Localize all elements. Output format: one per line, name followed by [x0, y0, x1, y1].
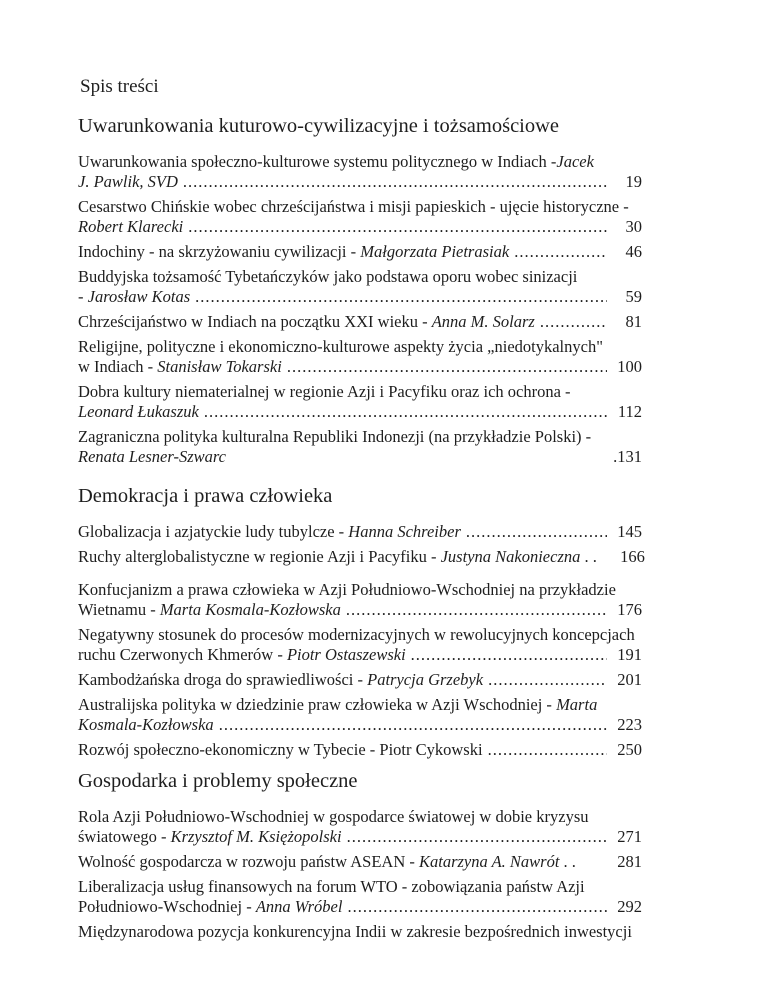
- section-heading: Uwarunkowania kuturowo-cywilizacyjne i tożsamościowe: [78, 115, 560, 137]
- entry-line: [78, 897, 642, 917]
- entry-text: [78, 695, 597, 715]
- entry-text: [78, 217, 183, 237]
- entry-text: [78, 740, 483, 760]
- entry-text: [78, 547, 597, 567]
- chapter-title-text: światowego -: [78, 827, 171, 846]
- entry-text: [78, 877, 585, 897]
- author-name: Jarosław Kotas: [87, 287, 191, 306]
- dot-leader: [195, 287, 607, 307]
- entry-text: [78, 600, 341, 620]
- entry-line: [78, 287, 642, 307]
- page-number: 100: [617, 357, 642, 376]
- page-number: 81: [625, 312, 642, 331]
- entry-text: [78, 922, 632, 942]
- dot-leader: [411, 645, 607, 665]
- entry-line: [78, 242, 642, 262]
- author-name: Robert Klarecki: [78, 217, 184, 236]
- page-number: 145: [617, 522, 642, 541]
- dot-leader: [287, 357, 607, 377]
- toc-entry: [78, 427, 642, 467]
- author-name: Jacek: [556, 152, 594, 171]
- chapter-title-text: Indochiny - na skrzyżowaniu cywilizacji -: [78, 242, 361, 261]
- entry-text: [78, 852, 576, 872]
- toc-entry: [78, 625, 642, 665]
- entry-line: [78, 547, 645, 567]
- chapter-title-text: . .: [580, 547, 597, 566]
- entry-text: [78, 312, 535, 332]
- page-number: 30: [625, 217, 642, 236]
- page-number: 112: [617, 402, 642, 421]
- entry-text: [78, 242, 509, 262]
- dot-leader: [346, 600, 607, 620]
- dot-leader: [466, 522, 607, 542]
- entry-line: [78, 427, 642, 447]
- entry-line: [78, 580, 642, 600]
- chapter-title-text: Zagraniczna polityka kulturalna Republiki Indonezji (na przykładzie Polski) -: [78, 427, 592, 446]
- chapter-title-text: Konfucjanizm a prawa człowieka w Azji Południowo-Wschodniej na przykładzie: [78, 580, 616, 599]
- dot-leader: [347, 897, 607, 917]
- author-name: Leonard Łukaszuk: [78, 402, 199, 421]
- entry-text: [78, 670, 483, 690]
- chapter-title-text: ruchu Czerwonych Khmerów -: [78, 645, 287, 664]
- entry-line: [78, 715, 642, 735]
- dot-leader: [488, 670, 607, 690]
- entry-text: [78, 197, 629, 217]
- dot-leader: [488, 740, 607, 760]
- dot-leader: [219, 715, 607, 735]
- page-number: 166: [620, 547, 645, 566]
- dot-leader: [204, 402, 607, 422]
- entry-text: [78, 427, 591, 447]
- page-number: 271: [617, 827, 642, 846]
- entry-line: [78, 357, 642, 377]
- entry-text: [78, 827, 342, 847]
- entry-line: [78, 197, 642, 217]
- entry-line: [78, 645, 642, 665]
- entry-text: [78, 522, 461, 542]
- entry-text: [78, 287, 190, 307]
- toc-entry: [78, 922, 642, 942]
- entry-line: [78, 267, 642, 287]
- chapter-title-text: Wietnamu -: [78, 600, 160, 619]
- entry-text: [78, 402, 199, 422]
- author-name: Małgorzata Pietrasiak: [360, 242, 510, 261]
- entry-line: [78, 670, 642, 690]
- chapter-title-text: Australijska polityka w dziedzinie praw człowieka w Azji Wschodniej -: [78, 695, 557, 714]
- toc-entry: [78, 877, 642, 917]
- toc-section: [78, 483, 645, 760]
- entry-line: [78, 382, 642, 402]
- author-name: Anna M. Solarz: [431, 312, 535, 331]
- toc-entry: [78, 152, 642, 192]
- page-title: Spis treści: [80, 76, 159, 97]
- chapter-title-text: Rozwój społeczno-ekonomiczny w Tybecie - Piotr Cykowski: [78, 740, 483, 759]
- page-number: 281: [617, 852, 642, 871]
- entry-line: [78, 447, 642, 467]
- toc-section: [78, 768, 642, 942]
- toc-entry: [78, 695, 642, 735]
- chapter-title-text: Rola Azji Południowo-Wschodniej w gospodarce światowej w dobie kryzysu: [78, 807, 589, 826]
- page-number: 223: [617, 715, 642, 734]
- page-number: 191: [617, 645, 642, 664]
- chapter-title-text: Liberalizacja usług finansowych na forum WTO - zobowiązania państw Azji: [78, 877, 585, 896]
- page-number: 46: [625, 242, 642, 261]
- toc-entry: [78, 670, 642, 690]
- entry-line: [78, 625, 642, 645]
- entry-line: [78, 152, 642, 172]
- toc-entry: [78, 242, 642, 262]
- entry-text: [78, 382, 571, 402]
- entry-line: [78, 695, 642, 715]
- entry-text: [78, 807, 589, 827]
- author-name: Marta: [556, 695, 598, 714]
- toc-entry: [78, 580, 642, 620]
- chapter-title-text: Religijne, polityczne i ekonomiczno-kulturowe aspekty życia „niedotykalnych": [78, 337, 603, 356]
- entry-text: [78, 267, 577, 287]
- page-number: .131: [613, 447, 642, 466]
- entry-line: [78, 402, 642, 422]
- entry-text: [78, 152, 594, 172]
- entry-text: [78, 447, 226, 467]
- author-name: Patrycja Grzebyk: [367, 670, 484, 689]
- chapter-title-text: Uwarunkowania społeczno-kulturowe systemu politycznego w Indiach -: [78, 152, 557, 171]
- toc-entry: [78, 852, 642, 872]
- entry-line: [78, 877, 642, 897]
- author-name: Hanna Schreiber: [348, 522, 461, 541]
- author-name: J. Pawlik, SVD: [78, 172, 178, 191]
- author-name: Marta Kosmala-Kozłowska: [159, 600, 341, 619]
- entry-line: [78, 827, 642, 847]
- toc-entry: [78, 807, 642, 847]
- section-heading: Demokracja i prawa człowieka: [78, 485, 333, 507]
- toc-sections: [78, 113, 645, 942]
- page-number: 292: [617, 897, 642, 916]
- entry-line: [78, 522, 642, 542]
- entry-line: [78, 337, 642, 357]
- dot-leader: [514, 242, 607, 262]
- chapter-title-text: Chrześcijaństwo w Indiach na początku XXI wieku -: [78, 312, 432, 331]
- author-name: Anna Wróbel: [255, 897, 343, 916]
- author-name: Katarzyna A. Nawrót: [418, 852, 560, 871]
- author-name: Justyna Nakonieczna: [440, 547, 581, 566]
- page-number: 176: [617, 600, 642, 619]
- page-number: 59: [625, 287, 642, 306]
- entry-text: [78, 337, 603, 357]
- entry-text: [78, 172, 178, 192]
- entry-line: [78, 312, 642, 332]
- toc-section: [78, 113, 642, 467]
- author-name: Kosmala-Kozłowska: [78, 715, 214, 734]
- author-name: Renata Lesner-Szwarc: [78, 447, 227, 466]
- chapter-title-text: . .: [559, 852, 576, 871]
- entry-line: [78, 600, 642, 620]
- toc-entry: [78, 740, 642, 760]
- chapter-title-text: Południowo-Wschodniej -: [78, 897, 256, 916]
- chapter-title-text: Cesarstwo Chińskie wobec chrześcijaństwa i misji papieskich - ujęcie historyczne -: [78, 197, 629, 216]
- author-name: Piotr Ostaszewski: [286, 645, 406, 664]
- dot-leader: [540, 312, 607, 332]
- toc-entry: [78, 312, 642, 332]
- entry-text: [78, 580, 616, 600]
- chapter-title-text: w Indiach -: [78, 357, 158, 376]
- page-number: 201: [617, 670, 642, 689]
- chapter-title-text: Dobra kultury niematerialnej w regionie Azji i Pacyfiku oraz ich ochrona -: [78, 382, 571, 401]
- toc-entry: [78, 337, 642, 377]
- author-name: Stanisław Tokarski: [157, 357, 282, 376]
- toc-entry: [78, 547, 645, 567]
- entry-line: [78, 172, 642, 192]
- entry-line: [78, 852, 642, 872]
- entry-text: [78, 897, 342, 917]
- chapter-title-text: Ruchy alterglobalistyczne w regionie Azji i Pacyfiku -: [78, 547, 441, 566]
- chapter-title-text: Kambodżańska droga do sprawiedliwości -: [78, 670, 368, 689]
- chapter-title-text: Międzynarodowa pozycja konkurencyjna Indii w zakresie bezpośrednich inwestycji: [78, 922, 632, 941]
- dot-leader: [347, 827, 607, 847]
- entry-text: [78, 357, 282, 377]
- page-number: 19: [625, 172, 642, 191]
- page-number: 250: [617, 740, 642, 759]
- chapter-title-text: Buddyjska tożsamość Tybetańczyków jako podstawa oporu wobec sinizacji: [78, 267, 578, 286]
- entry-line: [78, 807, 642, 827]
- toc-entry: [78, 522, 642, 542]
- entry-line: [78, 922, 642, 942]
- entry-text: [78, 625, 635, 645]
- chapter-title-text: -: [78, 287, 88, 306]
- dot-leader: [183, 172, 607, 192]
- entry-text: [78, 645, 406, 665]
- entry-line: [78, 217, 642, 237]
- toc-entry: [78, 267, 642, 307]
- entry-text: [78, 715, 214, 735]
- chapter-title-text: Wolność gospodarcza w rozwoju państw ASEAN -: [78, 852, 419, 871]
- entry-line: [78, 740, 642, 760]
- dot-leader: [188, 217, 607, 237]
- section-heading: Gospodarka i problemy społeczne: [78, 770, 358, 792]
- toc-entry: [78, 197, 642, 237]
- toc-entry: [78, 382, 642, 422]
- chapter-title-text: Negatywny stosunek do procesów modernizacyjnych w rewolucyjnych koncepcjach: [78, 625, 635, 644]
- chapter-title-text: Globalizacja i azjatyckie ludy tubylcze -: [78, 522, 349, 541]
- author-name: Krzysztof M. Księżopolski: [170, 827, 342, 846]
